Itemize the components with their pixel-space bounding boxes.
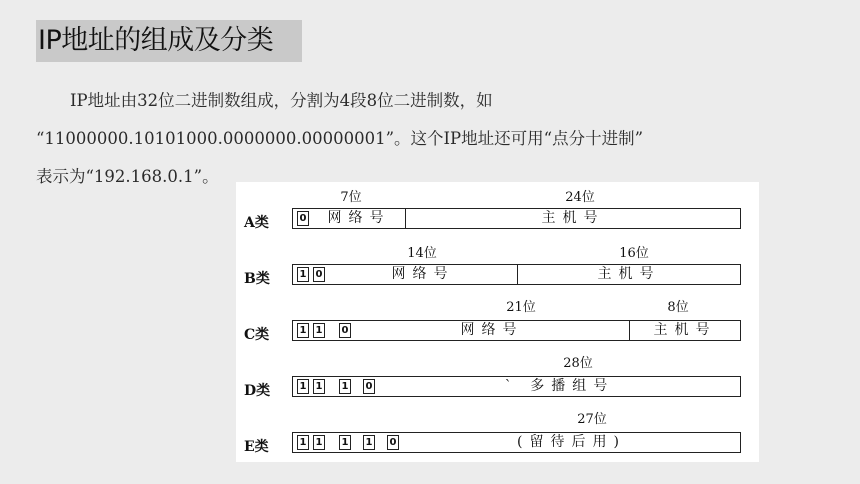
ip-class-diagram [236,182,759,462]
class-a-bits-label-2: 24位 [565,190,595,205]
class-d-multicast-field: ` 多播组号 [504,378,615,394]
class-c-bit-2: 1 [313,323,325,338]
class-c-bits-label-1: 21位 [506,300,536,315]
class-c-row [236,294,759,350]
class-e-address-box [292,432,741,453]
class-b-row [236,238,759,294]
class-c-bit-1: 1 [297,323,309,338]
class-d-bit-3: 1 [339,379,351,394]
class-a-bits-label-1: 7位 [340,190,362,205]
class-d-bit-1: 1 [297,379,309,394]
class-d-bit-2: 1 [313,379,325,394]
class-c-label: C类 [244,327,270,343]
class-b-host-field: 主机号 [597,266,661,282]
class-b-label: B类 [244,271,270,287]
class-e-bit-5: 0 [387,435,399,450]
class-c-address-box [292,320,741,341]
class-b-bit-2: 0 [313,267,325,282]
class-b-address-box [292,264,741,285]
class-e-bit-4: 1 [363,435,375,450]
class-b-bits-label-1: 14位 [407,246,437,261]
class-c-bit-3: 0 [339,323,351,338]
class-d-label: D类 [244,383,271,399]
class-a-bit-1: 0 [297,211,309,226]
class-c-bits-label-2: 8位 [667,300,689,315]
class-b-bits-label-2: 16位 [619,246,649,261]
class-e-row [236,406,759,462]
class-a-address-box [292,208,741,229]
class-e-bit-1: 1 [297,435,309,450]
class-b-bit-1: 1 [297,267,309,282]
class-a-network-field: 网络号 [327,210,391,226]
class-e-bits-label-1: 27位 [577,412,607,427]
class-e-label: E类 [244,439,269,455]
paragraph-line-2: “11000000.10101000.0000000.00000001”。这个IP地址还可用“点分十进制” [36,129,644,148]
class-d-bits-label-1: 28位 [563,356,593,371]
intro-paragraph [36,82,816,196]
class-a-host-field: 主机号 [541,210,605,226]
class-c-host-field: 主机号 [653,322,717,338]
class-b-network-field: 网络号 [391,266,455,282]
class-a-label: A类 [244,215,269,231]
class-d-row [236,350,759,406]
class-e-reserved-field: (留待后用) [517,434,626,450]
class-e-bit-3: 1 [339,435,351,450]
paragraph-line-1: IP地址由32位二进制数组成，分割为4段8位二进制数，如 [70,91,493,110]
class-e-bit-2: 1 [313,435,325,450]
paragraph-line-3: 表示为“192.168.0.1”。 [36,167,219,186]
class-d-address-box [292,376,741,397]
class-a-row [236,182,759,238]
page-title: IP地址的组成及分类 [38,25,274,56]
class-d-bit-4: 0 [363,379,375,394]
class-c-network-field: 网络号 [460,322,524,338]
